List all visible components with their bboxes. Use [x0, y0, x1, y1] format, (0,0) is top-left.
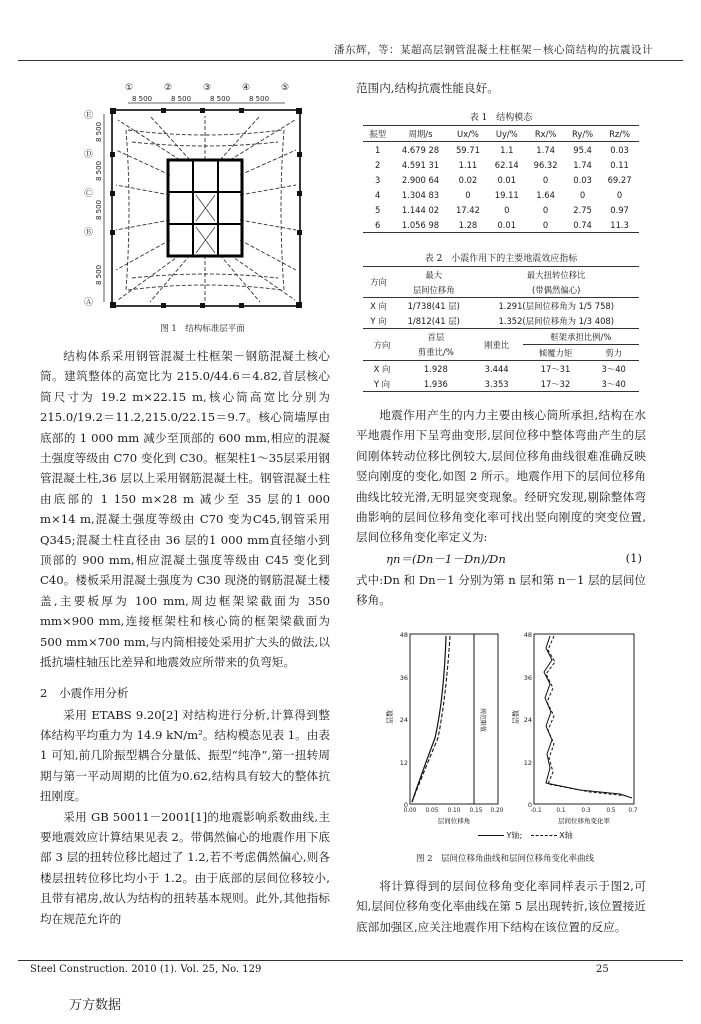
paragraph-analysis: 采用 ETABS 9.20[2] 对结构进行分析,计算得到整体结构平均重力为 14.9 kN/m²。结构模态见表 1。由表 1 可知,前几阶振型耦合分量低、振型“纯净”,第一扭转周期与第一平动周期的比值为0.62,结构具有较大的整体抗扭刚度。 — [40, 707, 330, 804]
table-cell: 0.01 — [497, 174, 517, 185]
axis-letter-label: Ⓑ — [84, 228, 94, 238]
table-row — [363, 172, 639, 187]
table-cell: 0.11 — [610, 159, 629, 170]
table-cell: 2 — [375, 159, 381, 170]
side-dimension-label: 8 500 — [95, 160, 103, 181]
table-cell: 0 — [616, 189, 623, 200]
table-cell: 17.42 — [455, 204, 480, 215]
formula: ηn＝(Dn－1－Dn)/Dn — [386, 551, 506, 566]
floor-plan-drawing — [70, 80, 335, 320]
side-dimension-label: 8 500 — [95, 199, 103, 220]
table-header-cell: 周期/s — [392, 126, 448, 142]
table-header-cell: Uy/% — [487, 126, 526, 142]
table-row — [363, 142, 639, 158]
table-header-cell: 刚重比 — [471, 329, 523, 361]
paragraph-drift-change: 将计算得到的层间位移角变化率同样表示于图2,可知,层间位移角变化率曲线在第 5 层出现转折,该位置接近底部加强区,应关注地震作用下结构在该位置的反应。 — [356, 879, 646, 934]
table-cell: 1.352(层间位移角为 1/3 408) — [498, 315, 615, 326]
table-row — [363, 298, 639, 314]
x-tick-label: 0.7 — [628, 808, 638, 814]
table-cell: 0.97 — [610, 204, 629, 215]
table-cell: Y 向 — [373, 378, 391, 389]
code-limit-label: 规范限值 — [479, 708, 486, 733]
legend-swatch-solid — [478, 835, 504, 836]
table-cell: 3 — [375, 174, 381, 185]
table-cell: 1.1 — [500, 144, 514, 155]
paragraph-where: 式中:Dn 和 Dn－1 分别为第 n 层和第 n－1 层的层间位移角。 — [356, 572, 647, 608]
left-column — [40, 346, 330, 929]
table-cell: 4 — [375, 189, 381, 200]
y-tick-label: 12 — [399, 759, 408, 767]
table-cell: 1.291(层间位移角为 1/5 758) — [498, 300, 615, 311]
axis-number-label: ③ — [203, 83, 212, 93]
legend-swatch-dashed — [531, 835, 557, 836]
table-cell: 0.03 — [610, 144, 629, 155]
table-header-cell: Ux/% — [449, 126, 488, 142]
x-tick-label: 0.3 — [581, 808, 591, 814]
y-tick-label: 12 — [523, 759, 532, 767]
table-header-cell: Ry/% — [565, 126, 600, 142]
drift-curve-y — [412, 636, 446, 802]
table-header-cell: 剪重比/% — [401, 345, 471, 361]
table-1-title: 表 1 结构模态 — [469, 113, 533, 123]
table-cell: 11.3 — [610, 219, 629, 230]
table-cell: 0.02 — [458, 174, 478, 185]
axis-letter-label: Ⓓ — [84, 150, 94, 160]
paragraph-internal-forces: 地震作用产生的内力主要由核心筒所承担,结构在水平地震作用下呈弯曲变形,层间位移中整体弯曲产生的层间刚体转动位移比例较大,层间位移角曲线很难准确反映竖向刚度的变化,如图 2 所示。地震作用下的层间位移角曲线比较光滑,无明显突变现象。经研究发现,剔除整体弯曲影响的层间位移角变化率可找出竖向刚度的突变位置,层间位移角变化率定义为: — [356, 408, 646, 545]
dimension-label: 8 500 — [210, 95, 231, 103]
table-cell: 1.304 83 — [401, 189, 440, 200]
table-1 — [363, 125, 639, 233]
y-tick-origin: 0 — [527, 801, 532, 809]
table-row — [363, 202, 639, 217]
table-cell: 1.74 — [573, 159, 592, 170]
table-row — [363, 217, 639, 233]
table-header-cell: 剪力 — [588, 345, 639, 361]
x-tick-label: 0.05 — [425, 808, 439, 814]
x-tick-label: 0.20 — [490, 808, 504, 814]
table-cell: 0.01 — [497, 219, 517, 230]
axis-letter-label: Ⓒ — [84, 189, 94, 199]
table-row — [363, 361, 639, 377]
table-header-cell: 层间位移角 — [394, 282, 473, 298]
y-tick-label: 48 — [399, 631, 408, 639]
page-number: 25 — [596, 964, 609, 975]
y-axis-label-left: 层数 — [386, 710, 394, 724]
x-tick-label: 0.1 — [556, 808, 566, 814]
table-cell: 96.32 — [533, 159, 558, 170]
table-cell: 1.936 — [423, 378, 448, 389]
table-cell: 1.144 02 — [401, 204, 440, 215]
y-tick-label: 36 — [399, 674, 408, 682]
table-row — [363, 376, 639, 392]
table-cell: 3～40 — [601, 378, 626, 389]
y-tick-origin: 0 — [403, 801, 408, 809]
table-row — [363, 187, 639, 202]
footer-rule — [18, 960, 683, 961]
table-cell: 1.11 — [458, 159, 478, 170]
table-header-cell: 最大 — [425, 269, 443, 280]
section-heading: 2 小震作用分析 — [40, 685, 129, 700]
drift-curves-drawing — [380, 628, 650, 828]
journal-footer: Steel Construction. 2010 (1). Vol. 25, No. 129 — [30, 964, 262, 975]
axis-letter-label: Ⓐ — [84, 298, 94, 308]
table-cell: 3～40 — [601, 363, 626, 374]
figure-2-legend: Y轴; X轴 — [478, 830, 573, 841]
table-row — [363, 313, 639, 329]
figure-2 — [380, 628, 650, 828]
x-tick-label: 0.00 — [403, 808, 417, 814]
y-tick-label: 48 — [523, 631, 532, 639]
table-header-cell: 最大扭转位移比 — [526, 269, 586, 280]
table-cell: 1.74 — [536, 144, 555, 155]
figure-1-caption: 图 1 结构标准层平面 — [160, 324, 245, 334]
table-header-cell: Rx/% — [526, 126, 565, 142]
x-tick-label: -0.1 — [530, 808, 542, 814]
table-row — [363, 157, 639, 172]
table-cell: 95.4 — [573, 144, 592, 155]
table-cell: 0.74 — [573, 219, 592, 230]
table-cell: 69.27 — [607, 174, 632, 185]
table-cell: 17～31 — [540, 363, 571, 374]
dimension-label: 8 500 — [132, 95, 153, 103]
axis-number-label: ① — [125, 83, 134, 93]
drift-change-curve-x — [546, 636, 628, 796]
y-tick-label: 36 — [523, 674, 532, 682]
table-cell: 3.444 — [484, 363, 509, 374]
table-header-cell: 振型 — [363, 126, 392, 142]
table-header-cell: 方向 — [363, 267, 394, 298]
table-cell: 1.056 98 — [401, 219, 440, 230]
table-cell: 1/812(41 层) — [407, 315, 460, 326]
table-header-cell: 方向 — [363, 329, 401, 361]
table-cell: 1.28 — [458, 219, 478, 230]
table-header-cell: 倾覆力矩 — [523, 345, 589, 361]
figure-2-caption: 图 2 层间位移角曲线和层间位移角变化率曲线 — [415, 854, 595, 864]
table-cell: 6 — [375, 219, 381, 230]
equation-1 — [356, 548, 646, 570]
figure-1 — [70, 80, 335, 320]
running-title: 潘东辉，等：某超高层钢管混凝土柱框架－核心筒结构的抗震设计 — [334, 44, 653, 56]
axis-letter-label: Ⓔ — [84, 111, 94, 121]
running-header — [18, 42, 683, 61]
table-cell: X 向 — [370, 300, 387, 311]
table-cell: X 向 — [373, 363, 391, 374]
table-cell: 1.928 — [423, 363, 448, 374]
table-cell: 0 — [579, 189, 586, 200]
table-cell: 0 — [504, 204, 510, 215]
legend-label-y: Y轴 — [506, 831, 520, 840]
x-tick-label: 0.15 — [469, 808, 483, 814]
table-cell: 0 — [465, 189, 471, 200]
axis-number-label: ④ — [242, 83, 251, 93]
table-cell: 0 — [542, 174, 549, 185]
paragraph-intro: 范围内,结构抗震性能良好。 — [356, 81, 499, 95]
table-cell: 4.679 28 — [401, 144, 440, 155]
y-axis-label-right: 层数 — [512, 710, 520, 724]
table-cell: 5 — [375, 204, 381, 215]
table-cell: 2.75 — [573, 204, 592, 215]
table-header-cell: (带偶然偏心) — [473, 282, 639, 298]
side-dimension-label: 8 500 — [95, 264, 103, 285]
x-axis-label-left: 层间位移角 — [437, 817, 471, 825]
table-header-cell: 框架承担比例/% — [523, 329, 639, 345]
paragraph-seismic-effects: 采用 GB 50011－2001[1]的地震影响系数曲线,主要地震效应计算结果见表 2。带偶然偏心的地震作用下底部 3 层的扭转位移比超过了 1.2,若不考虑偶然偏心,则各楼层扭转位移比均小于 1.2。由于底部的层间位移较小,且带有裙房,故认为结构的扭转基本规则。此外,其他指标均在规范允许的 — [40, 809, 330, 926]
table-cell: 59.71 — [455, 144, 480, 155]
table-2-title: 表 2 小震作用下的主要地震效应指标 — [424, 254, 578, 264]
table-header-cell: Rz/% — [600, 126, 639, 142]
table-cell: 1 — [375, 144, 381, 155]
x-tick-label: 0.10 — [447, 808, 461, 814]
axis-number-label: ⑤ — [281, 83, 290, 93]
table-cell: 1.64 — [536, 189, 555, 200]
table-cell: Y 向 — [370, 315, 387, 326]
paragraph-structure-system: 结构体系采用钢管混凝土柱框架－钢筋混凝土核心筒。建筑整体的高宽比为 215.0/44.6＝4.82,首层核心筒尺寸为 19.2 m×22.15 m,核心筒高宽比分别为215.0/19.2＝11.2,215.0/22.15＝9.7。核心筒墙厚由底部的 1 000 mm 减少至顶部的 600 mm,相应的混凝土强度等级由 C70 变化到 C30。框架柱1～35层采用钢管混凝土柱,36 层以上采用钢筋混凝土柱。钢管混凝土柱由底部的 1 150 m×28 m 减少至 35 层的1 000 m×14 m,混凝土强度等级由 C70 变为C45,钢管采用 Q345;混凝土柱直径由 36 层的1 000 mm直径缩小到顶部的 900 mm,相应混凝土强度等级由 C45 变化到 C40。楼板采用混凝土强度为 C30 现浇的钢筋混凝土楼盖,主要板厚为 100 mm,周边框架梁截面为 350 mm×900 mm,连接框架柱和核心筒的框架梁截面为 500 mm×700 mm,与内筒相接处采用扩大头的做法,以抵抗墙柱轴压比差异和地震效应所带来的负弯矩。 — [40, 349, 330, 670]
drift-change-curve-y — [544, 636, 632, 798]
side-dimension-label: 8 500 — [95, 121, 103, 142]
table-cell: 1/738(41 层) — [407, 300, 460, 311]
formula-number: (1) — [625, 550, 642, 565]
table-2 — [363, 266, 639, 392]
legend-label-x: X轴 — [559, 831, 573, 840]
right-column-body — [356, 405, 646, 611]
dimension-label: 8 500 — [171, 95, 192, 103]
table-header-cell: 首层 — [427, 331, 445, 342]
y-tick-label: 24 — [523, 716, 532, 724]
table-cell: 0 — [542, 219, 549, 230]
table-cell: 17～32 — [540, 378, 571, 389]
table-cell: 19.11 — [494, 189, 519, 200]
table-cell: 0 — [542, 204, 549, 215]
watermark: 万方数据 — [69, 998, 122, 1013]
table-cell: 3.353 — [484, 378, 509, 389]
table-cell: 4.591 31 — [401, 159, 440, 170]
table-cell: 0.03 — [573, 174, 592, 185]
y-tick-label: 24 — [399, 716, 408, 724]
x-axis-label-right: 层间位移角变化率 — [558, 817, 610, 825]
table-cell: 62.14 — [494, 159, 519, 170]
x-tick-label: 0.5 — [606, 808, 616, 814]
dimension-label: 8 500 — [249, 95, 270, 103]
axis-number-label: ② — [164, 83, 173, 93]
table-cell: 2.900 64 — [401, 174, 440, 185]
